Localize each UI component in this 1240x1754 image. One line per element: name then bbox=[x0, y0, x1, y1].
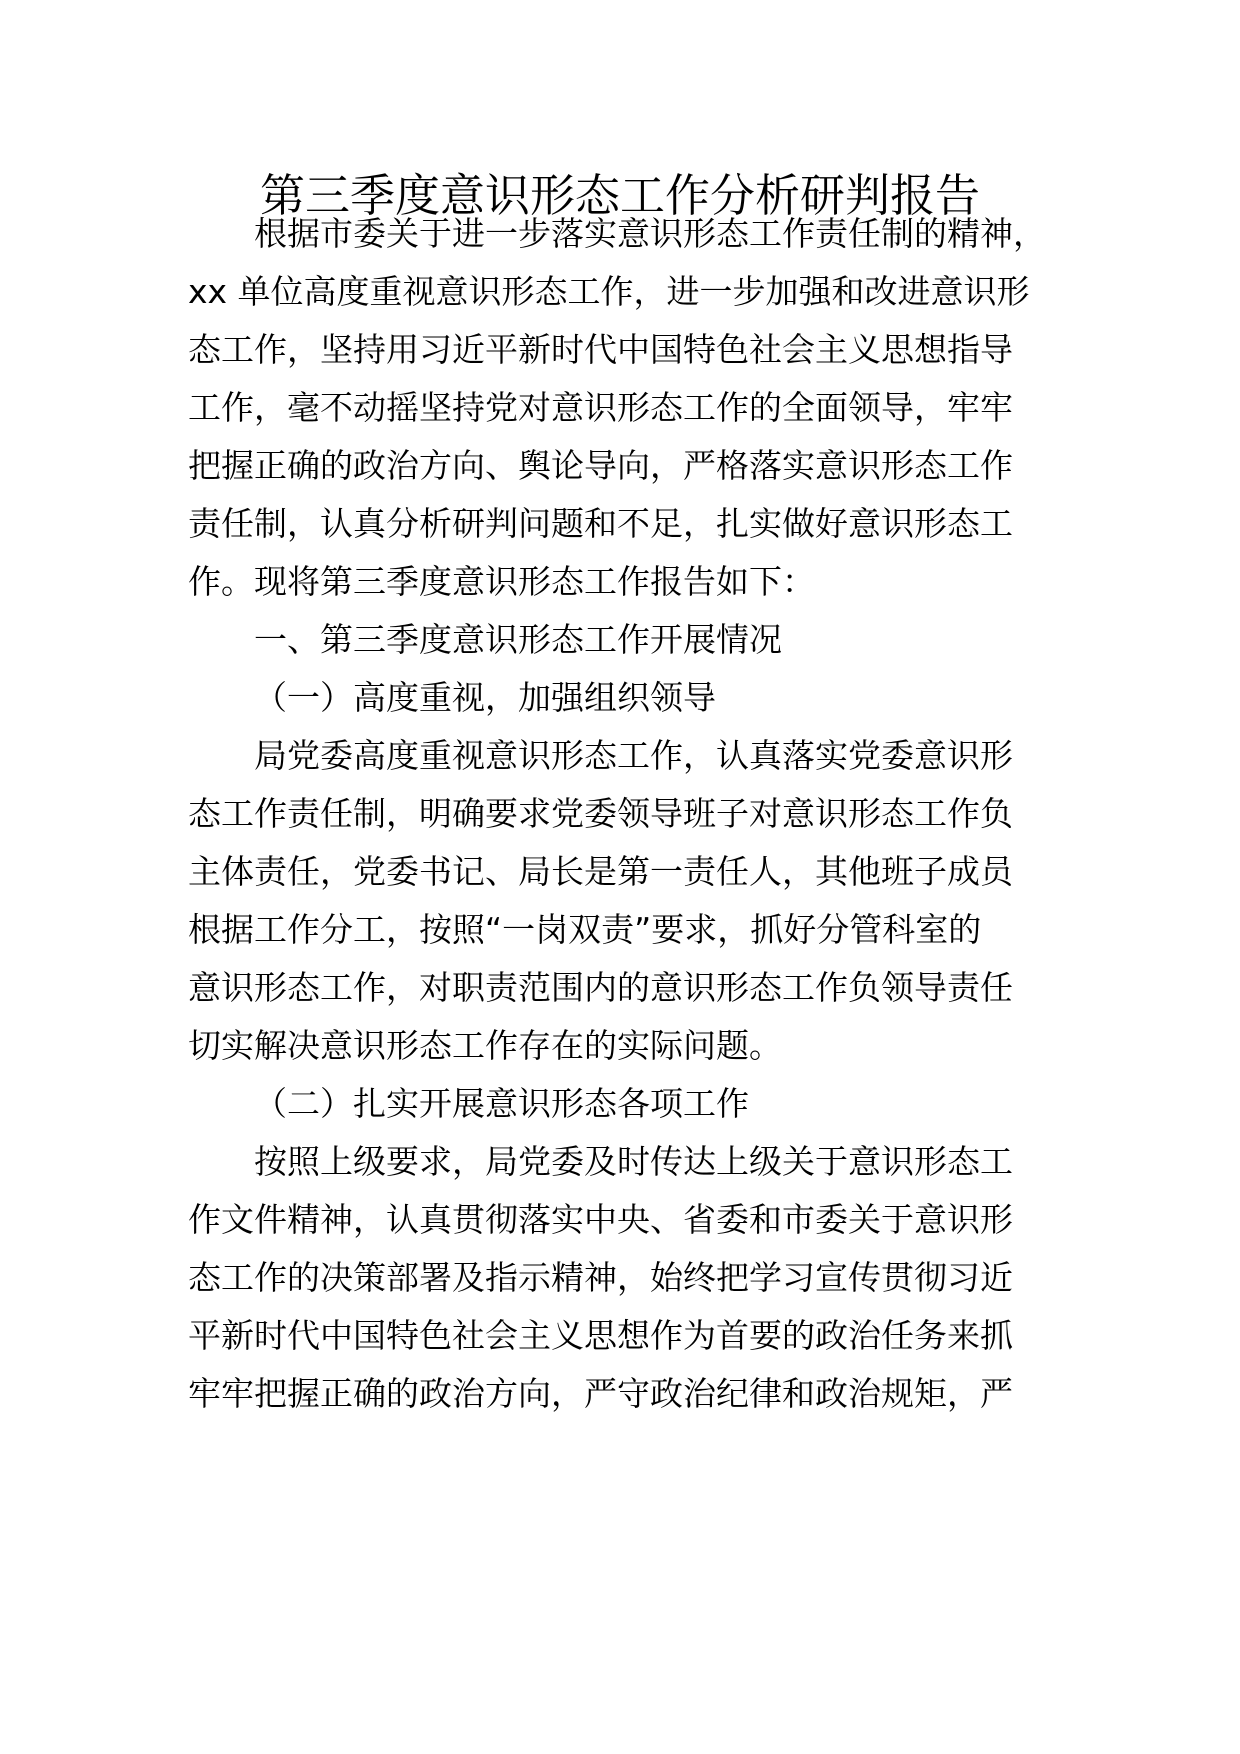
paragraph-line: 态工作的决策部署及指示精神，始终把学习宣传贯彻习近 bbox=[188, 1258, 1013, 1297]
paragraph-line: 态工作责任制，明确要求党委领导班子对意识形态工作负 bbox=[188, 794, 1013, 833]
paragraph-line: 牢牢把握正确的政治方向，严守政治纪律和政治规矩，严 bbox=[188, 1374, 1013, 1413]
subsection-heading: （一）高度重视，加强组织领导 bbox=[254, 678, 716, 717]
document-title: 第三季度意识形态工作分析研判报告 bbox=[259, 169, 980, 222]
paragraph-line: xx 单位高度重视意识形态工作，进一步加强和改进意识形 bbox=[188, 272, 1030, 311]
paragraph-line: 切实解决意识形态工作存在的实际问题。 bbox=[188, 1026, 782, 1065]
paragraph-line: 态工作，坚持用习近平新时代中国特色社会主义思想指导 bbox=[188, 330, 1013, 369]
paragraph-line: 作文件精神，认真贯彻落实中央、省委和市委关于意识形 bbox=[188, 1200, 1013, 1239]
paragraph-line: 工作，毫不动摇坚持党对意识形态工作的全面领导，牢牢 bbox=[188, 388, 1013, 427]
paragraph-line: 平新时代中国特色社会主义思想作为首要的政治任务来抓 bbox=[188, 1316, 1013, 1355]
paragraph-line: 根据工作分工，按照“一岗双责”要求，抓好分管科室的 bbox=[188, 910, 982, 949]
paragraph-line: 根据市委关于进一步落实意识形态工作责任制的精神， bbox=[254, 214, 1046, 253]
paragraph-line: 意识形态工作，对职责范围内的意识形态工作负领导责任 bbox=[188, 968, 1013, 1007]
subsection-heading: （二）扎实开展意识形态各项工作 bbox=[254, 1084, 749, 1123]
paragraph-line: 作。现将第三季度意识形态工作报告如下： bbox=[188, 562, 815, 601]
paragraph-line: 主体责任，党委书记、局长是第一责任人，其他班子成员 bbox=[188, 852, 1013, 891]
paragraph-line: 责任制，认真分析研判问题和不足，扎实做好意识形态工 bbox=[188, 504, 1013, 543]
section-heading: 一、第三季度意识形态工作开展情况 bbox=[254, 620, 782, 659]
paragraph-line: 局党委高度重视意识形态工作，认真落实党委意识形 bbox=[254, 736, 1013, 775]
paragraph-line: 按照上级要求，局党委及时传达上级关于意识形态工 bbox=[254, 1142, 1013, 1181]
paragraph-line: 把握正确的政治方向、舆论导向，严格落实意识形态工作 bbox=[188, 446, 1013, 485]
